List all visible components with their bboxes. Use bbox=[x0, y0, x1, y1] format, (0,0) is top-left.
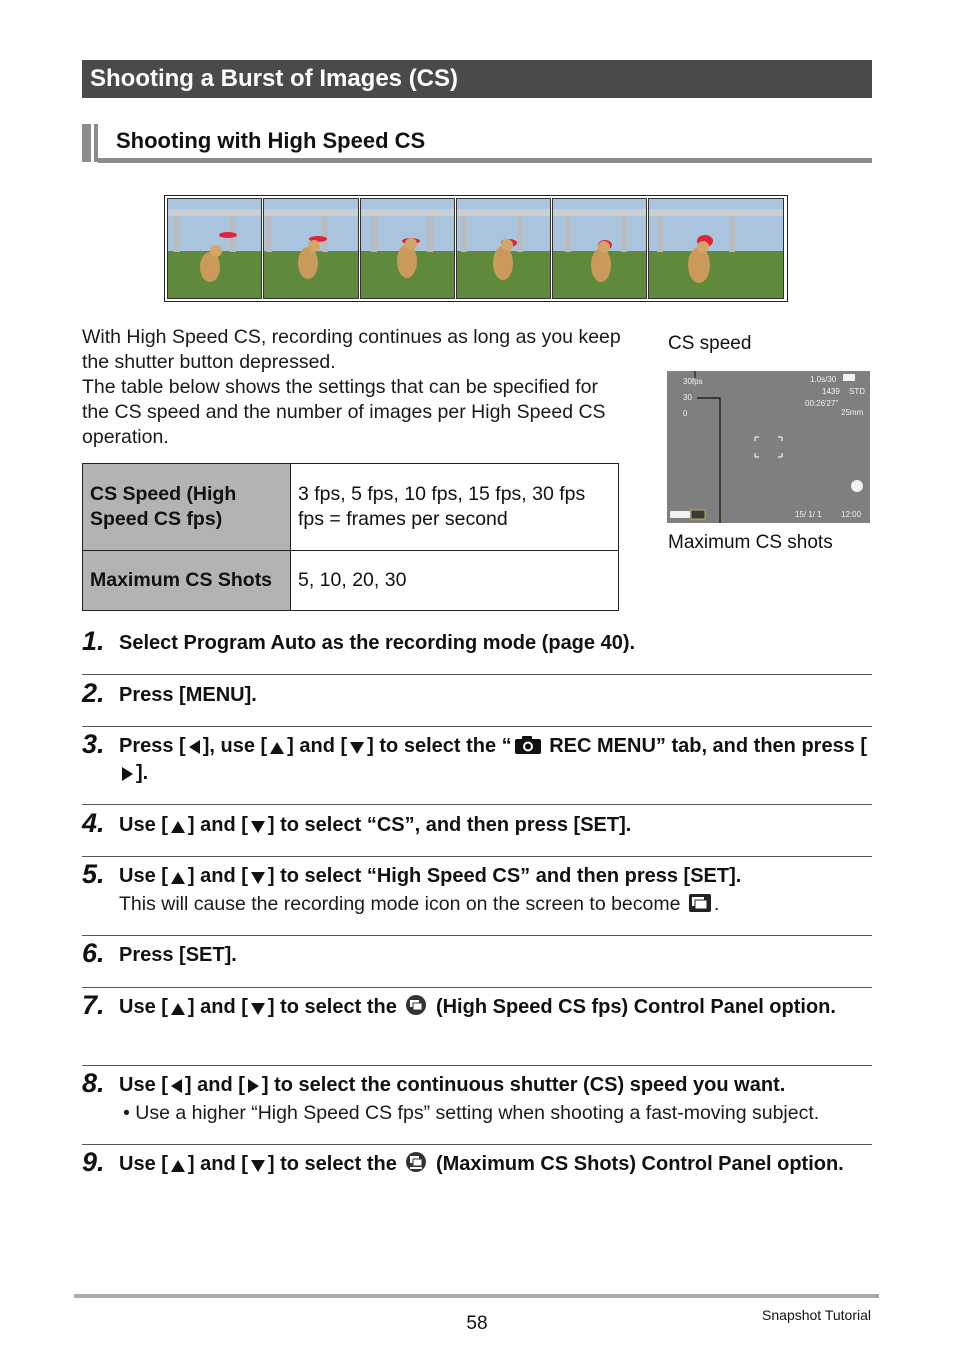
note-text-end: . bbox=[713, 893, 720, 915]
section-title: Shooting a Burst of Images (CS) bbox=[82, 60, 872, 98]
text-fragment: Use [ bbox=[119, 1074, 168, 1096]
text-fragment: ] and [ bbox=[187, 814, 248, 836]
step-note bbox=[123, 1101, 883, 1126]
intro-paragraph-1: With High Speed CS, recording continues as long as you keep the shutter button depressed. bbox=[82, 326, 621, 373]
text-fragment: REC MENU” tab, and then press [ bbox=[543, 735, 868, 757]
step-number: 1. bbox=[82, 626, 105, 656]
down-arrow-icon bbox=[349, 741, 365, 755]
divider bbox=[82, 1144, 872, 1145]
camera-screen bbox=[667, 371, 870, 523]
step-instruction bbox=[119, 1072, 872, 1099]
screen-shots: 30 bbox=[683, 393, 692, 402]
step-instruction: Select Program Auto as the recording mode (page 40). bbox=[119, 632, 636, 654]
divider bbox=[82, 856, 872, 857]
text-fragment: ], use [ bbox=[202, 735, 268, 757]
table-cell-value: 5, 10, 20, 30 bbox=[291, 551, 619, 611]
intro-text bbox=[82, 325, 622, 450]
down-arrow-icon bbox=[250, 1002, 266, 1016]
text-fragment: ] to select the bbox=[267, 996, 397, 1018]
bullet: • bbox=[123, 1102, 130, 1124]
heading-underline bbox=[98, 158, 872, 163]
screen-date: 15/ 1/ 1 bbox=[795, 510, 822, 519]
burst-photo-1 bbox=[167, 198, 262, 299]
intro-paragraph-2: The table below shows the settings that can be specified for the CS speed and the number of images per High Speed CS operation. bbox=[82, 376, 606, 448]
cs-speed-values: 3 fps, 5 fps, 10 fps, 15 fps, 30 fps bbox=[298, 483, 586, 505]
down-arrow-icon bbox=[250, 820, 266, 834]
heading-marker bbox=[82, 124, 91, 162]
table-cell-value bbox=[291, 464, 619, 551]
left-arrow-icon bbox=[170, 1078, 183, 1094]
screen-quality: STD bbox=[849, 387, 865, 396]
down-arrow-icon bbox=[250, 1159, 266, 1173]
step-note bbox=[119, 892, 719, 917]
screen-zero: 0 bbox=[683, 409, 688, 418]
high-speed-cs-mode-icon bbox=[688, 893, 712, 913]
text-fragment: (Maximum CS Shots) Control Panel option. bbox=[435, 1153, 844, 1175]
step-instruction: Press [SET]. bbox=[119, 944, 237, 966]
divider bbox=[82, 987, 872, 988]
subsection-title: Shooting with High Speed CS bbox=[116, 128, 426, 153]
note-text: This will cause the recording mode icon on the screen to become bbox=[119, 893, 681, 915]
text-fragment: ] to select “CS”, and then press [SET]. bbox=[267, 814, 632, 836]
burst-photo-strip bbox=[164, 195, 788, 302]
burst-photo-2 bbox=[263, 198, 359, 299]
burst-photo-6 bbox=[648, 198, 784, 299]
maximum-cs-shots-icon bbox=[404, 1151, 428, 1173]
screen-fps: 30fps bbox=[683, 377, 703, 386]
fps-definition: fps = frames per second bbox=[298, 508, 508, 530]
text-fragment: ] and [ bbox=[184, 1074, 245, 1096]
table-cell-label: CS Speed (High Speed CS fps) bbox=[83, 464, 291, 551]
step-number: 5. bbox=[82, 859, 105, 889]
text-fragment: ] and [ bbox=[187, 865, 248, 887]
text-fragment: ] to select the continuous shutter (CS) speed you want. bbox=[261, 1074, 786, 1096]
step-number: 3. bbox=[82, 729, 105, 759]
table-cell-label: Maximum CS Shots bbox=[83, 551, 291, 611]
screen-counter: 1.0s/30 bbox=[810, 375, 837, 384]
camera-icon bbox=[514, 735, 542, 755]
table-row bbox=[83, 551, 619, 611]
text-fragment: ] to select “High Speed CS” and then press [SET]. bbox=[267, 865, 742, 887]
step-instruction bbox=[119, 733, 872, 787]
text-fragment: Press [ bbox=[119, 735, 186, 757]
divider bbox=[82, 726, 872, 727]
divider bbox=[82, 1065, 872, 1066]
step-number: 2. bbox=[82, 678, 105, 708]
text-fragment: ] to select the “ bbox=[367, 735, 512, 757]
note-text: Use a higher “High Speed CS fps” setting when shooting a fast-moving subject. bbox=[135, 1102, 820, 1124]
footer-rule bbox=[74, 1294, 879, 1298]
text-fragment: Use [ bbox=[119, 1153, 168, 1175]
text-fragment: Use [ bbox=[119, 865, 168, 887]
right-arrow-icon bbox=[247, 1078, 260, 1094]
text-fragment: ]. bbox=[136, 762, 149, 784]
divider bbox=[82, 804, 872, 805]
heading-marker-thin bbox=[94, 124, 98, 162]
subsection-heading bbox=[82, 124, 872, 164]
step-instruction bbox=[119, 1151, 872, 1178]
step-instruction bbox=[119, 812, 872, 839]
left-arrow-icon bbox=[188, 739, 201, 755]
burst-photo-4 bbox=[456, 198, 551, 299]
text-fragment: ] and [ bbox=[187, 996, 248, 1018]
burst-photo-5 bbox=[552, 198, 647, 299]
up-arrow-icon bbox=[170, 871, 186, 885]
up-arrow-icon bbox=[170, 1002, 186, 1016]
step-instruction bbox=[119, 994, 872, 1021]
down-arrow-icon bbox=[250, 871, 266, 885]
up-arrow-icon bbox=[170, 1159, 186, 1173]
text-fragment: Use [ bbox=[119, 996, 168, 1018]
screen-time-left: 00:26'27" bbox=[805, 399, 839, 408]
divider bbox=[82, 935, 872, 936]
step-number: 6. bbox=[82, 938, 105, 968]
step-instruction bbox=[119, 863, 872, 890]
screen-clock: 12:00 bbox=[841, 510, 862, 519]
up-arrow-icon bbox=[170, 820, 186, 834]
page-number: 58 bbox=[466, 1313, 488, 1334]
burst-photo-3 bbox=[360, 198, 455, 299]
table-row bbox=[83, 464, 619, 551]
cs-speed-callout: CS speed bbox=[668, 333, 752, 354]
text-fragment: ] to select the bbox=[267, 1153, 397, 1175]
text-fragment: Use [ bbox=[119, 814, 168, 836]
screen-focal: 25mm bbox=[841, 408, 864, 417]
up-arrow-icon bbox=[269, 741, 285, 755]
settings-table bbox=[82, 463, 619, 611]
step-number: 7. bbox=[82, 990, 105, 1020]
screen-remaining: 1439 bbox=[822, 387, 840, 396]
step-number: 4. bbox=[82, 808, 105, 838]
chapter-title: Snapshot Tutorial bbox=[762, 1307, 871, 1323]
right-arrow-icon bbox=[121, 766, 134, 782]
step-instruction: Press [MENU]. bbox=[119, 684, 257, 706]
text-fragment: (High Speed CS fps) Control Panel option. bbox=[435, 996, 836, 1018]
text-fragment: ] and [ bbox=[287, 735, 348, 757]
divider bbox=[82, 674, 872, 675]
high-speed-cs-fps-icon bbox=[404, 994, 428, 1016]
step-number: 8. bbox=[82, 1068, 105, 1098]
text-fragment: ] and [ bbox=[187, 1153, 248, 1175]
max-cs-shots-callout: Maximum CS shots bbox=[668, 532, 833, 553]
step-number: 9. bbox=[82, 1147, 105, 1177]
